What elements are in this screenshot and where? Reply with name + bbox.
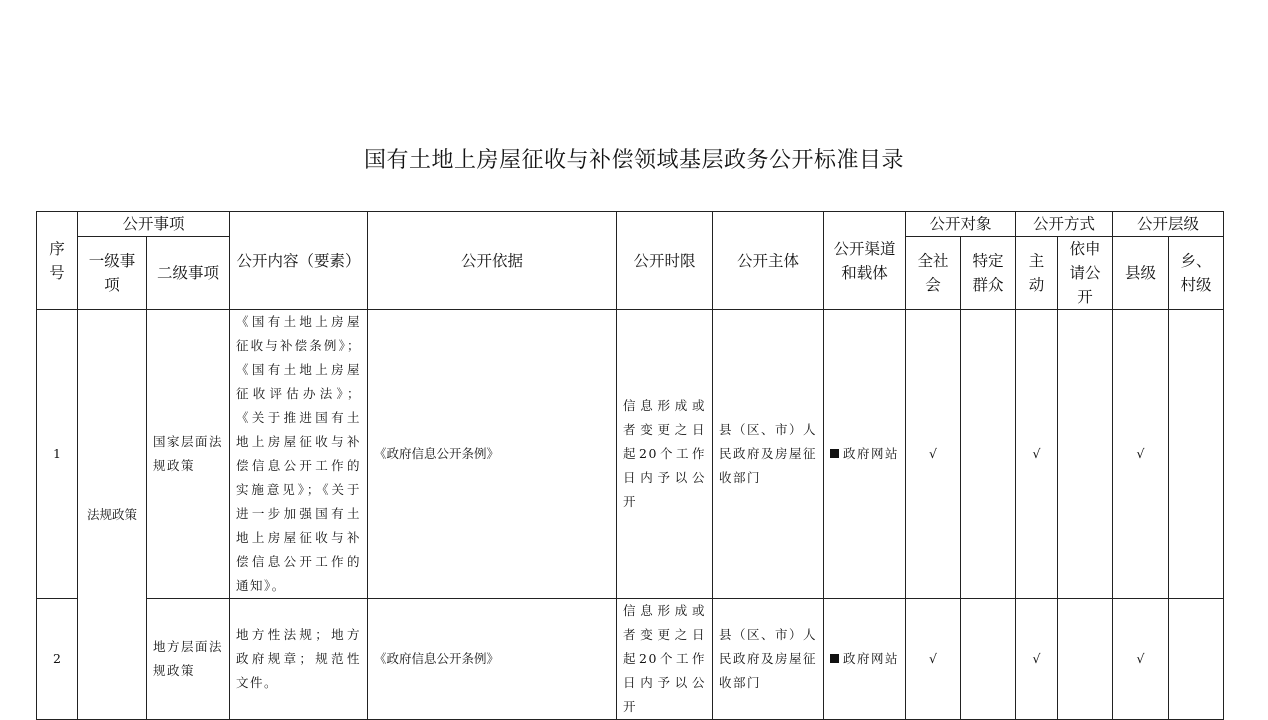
header-level1: 一级事项	[78, 237, 147, 310]
check-level-village	[1169, 599, 1224, 720]
check-level-county: √	[1113, 310, 1169, 599]
check-level-village	[1169, 310, 1224, 599]
check-method-request	[1058, 310, 1113, 599]
header-level2: 二级事项	[147, 237, 230, 310]
header-content: 公开内容（要素）	[230, 212, 368, 310]
check-method-request	[1058, 599, 1113, 720]
check-audience-all: √	[906, 599, 961, 720]
check-audience-specific	[961, 599, 1016, 720]
header-method-active: 主动	[1016, 237, 1058, 310]
row-channel: 政府网站	[824, 599, 906, 720]
square-bullet-icon	[830, 449, 839, 458]
header-level-county: 县级	[1113, 237, 1169, 310]
row-level1: 法规政策	[78, 310, 147, 720]
row-content: 《国有土地上房屋征收与补偿条例》；《国有土地上房屋征收评估办法》；《关于推进国有土地上房屋征收与补偿信息公开工作的实施意见》；《关于进一步加强国有土地上房屋征收与补偿信息公开工作的通知》。	[230, 310, 368, 599]
row-channel: 政府网站	[824, 310, 906, 599]
header-method-request: 依申请公开	[1058, 237, 1113, 310]
row-basis: 《政府信息公开条例》	[368, 599, 617, 720]
check-method-active: √	[1016, 599, 1058, 720]
row-subject: 县（区、市）人民政府及房屋征收部门	[713, 310, 824, 599]
check-method-active: √	[1016, 310, 1058, 599]
row-seq: 2	[37, 599, 78, 720]
catalog-table	[36, 211, 1224, 720]
header-basis: 公开依据	[368, 212, 617, 310]
row-level2: 国家层面法规政策	[147, 310, 230, 599]
page-title: 国有土地上房屋征收与补偿领域基层政务公开标准目录	[363, 148, 904, 173]
row-basis: 《政府信息公开条例》	[368, 310, 617, 599]
table-row	[37, 599, 1224, 720]
row-subject: 县（区、市）人民政府及房屋征收部门	[713, 599, 824, 720]
header-subject: 公开主体	[713, 212, 824, 310]
header-level: 公开层级	[1113, 212, 1224, 237]
header-method: 公开方式	[1016, 212, 1113, 237]
header-audience: 公开对象	[906, 212, 1016, 237]
check-level-county: √	[1113, 599, 1169, 720]
header-level-village: 乡、村级	[1169, 237, 1224, 310]
row-time-limit: 信息形成或者变更之日起20个工作日内予以公开	[617, 599, 713, 720]
table-row	[37, 310, 1224, 599]
header-matters: 公开事项	[78, 212, 230, 237]
row-content: 地方性法规；地方政府规章；规范性文件。	[230, 599, 368, 720]
header-channel: 公开渠道和载体	[824, 212, 906, 310]
check-audience-all: √	[906, 310, 961, 599]
square-bullet-icon	[830, 654, 839, 663]
header-seq: 序号	[37, 212, 78, 310]
row-level2: 地方层面法规政策	[147, 599, 230, 720]
header-audience-all: 全社会	[906, 237, 961, 310]
header-time-limit: 公开时限	[617, 212, 713, 310]
row-seq: 1	[37, 310, 78, 599]
check-audience-specific	[961, 310, 1016, 599]
header-audience-specific: 特定群众	[961, 237, 1016, 310]
row-time-limit: 信息形成或者变更之日起20个工作日内予以公开	[617, 310, 713, 599]
